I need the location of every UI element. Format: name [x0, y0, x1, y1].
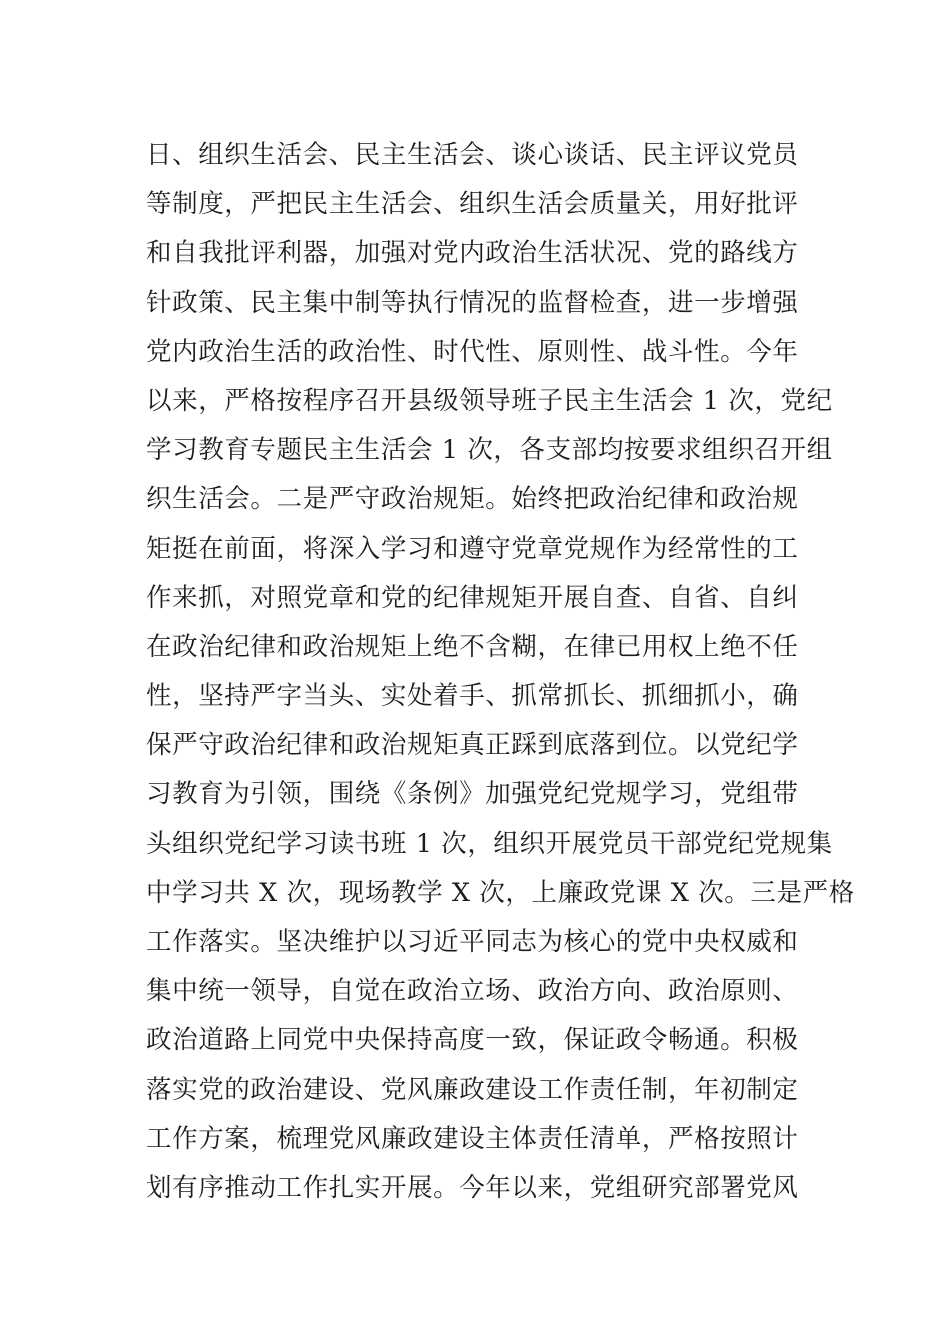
text-line: 针政策、民主集中制等执行情况的监督检查，进一步增强 [146, 287, 799, 318]
text-line: 作来抓，对照党章和党的纪律规矩开展自查、自省、自纠 [146, 582, 799, 613]
text-line: 划有序推动工作扎实开展。今年以来，党组研究部署党风 [146, 1172, 799, 1203]
text-line: 等制度，严把民主生活会、组织生活会质量关，用好批评 [146, 189, 799, 220]
text-line: 保严守政治纪律和政治规矩真正踩到底落到位。以党纪学 [146, 730, 799, 761]
text-line: 以来，严格按程序召开县级领导班子民主生活会 1 次，党纪 [146, 385, 833, 416]
text-line: 中学习共 X 次，现场教学 X 次，上廉政党课 X 次。三是严格 [146, 877, 855, 908]
body-text [146, 131, 855, 1213]
text-line: 在政治纪律和政治规矩上绝不含糊，在律已用权上绝不任 [146, 631, 799, 662]
text-line: 学习教育专题民主生活会 1 次，各支部均按要求组织召开组 [146, 435, 833, 466]
text-line: 头组织党纪学习读书班 1 次，组织开展党员干部党纪党规集 [146, 828, 833, 859]
text-line: 集中统一领导，自觉在政治立场、政治方向、政治原则、 [146, 976, 799, 1007]
text-line: 落实党的政治建设、党风廉政建设工作责任制，年初制定 [146, 1074, 799, 1105]
text-line: 和自我批评利器，加强对党内政治生活状况、党的路线方 [146, 238, 799, 269]
text-line: 日、组织生活会、民主生活会、谈心谈话、民主评议党员 [146, 140, 799, 170]
text-line: 工作落实。坚决维护以习近平同志为核心的党中央权威和 [146, 927, 799, 957]
text-line: 性，坚持严字当头、实处着手、抓常抓长、抓细抓小，确 [146, 681, 799, 712]
text-line: 矩挺在前面，将深入学习和遵守党章党规作为经常性的工 [146, 533, 799, 564]
text-line: 织生活会。二是严守政治规矩。始终把政治纪律和政治规 [146, 484, 799, 515]
text-line: 党内政治生活的政治性、时代性、原则性、战斗性。今年 [146, 336, 799, 367]
text-line: 习教育为引领，围绕《条例》加强党纪党规学习，党组带 [146, 779, 799, 810]
text-line: 政治道路上同党中央保持高度一致，保证政令畅通。积极 [146, 1025, 799, 1056]
text-line: 工作方案，梳理党风廉政建设主体责任清单，严格按照计 [146, 1123, 799, 1154]
